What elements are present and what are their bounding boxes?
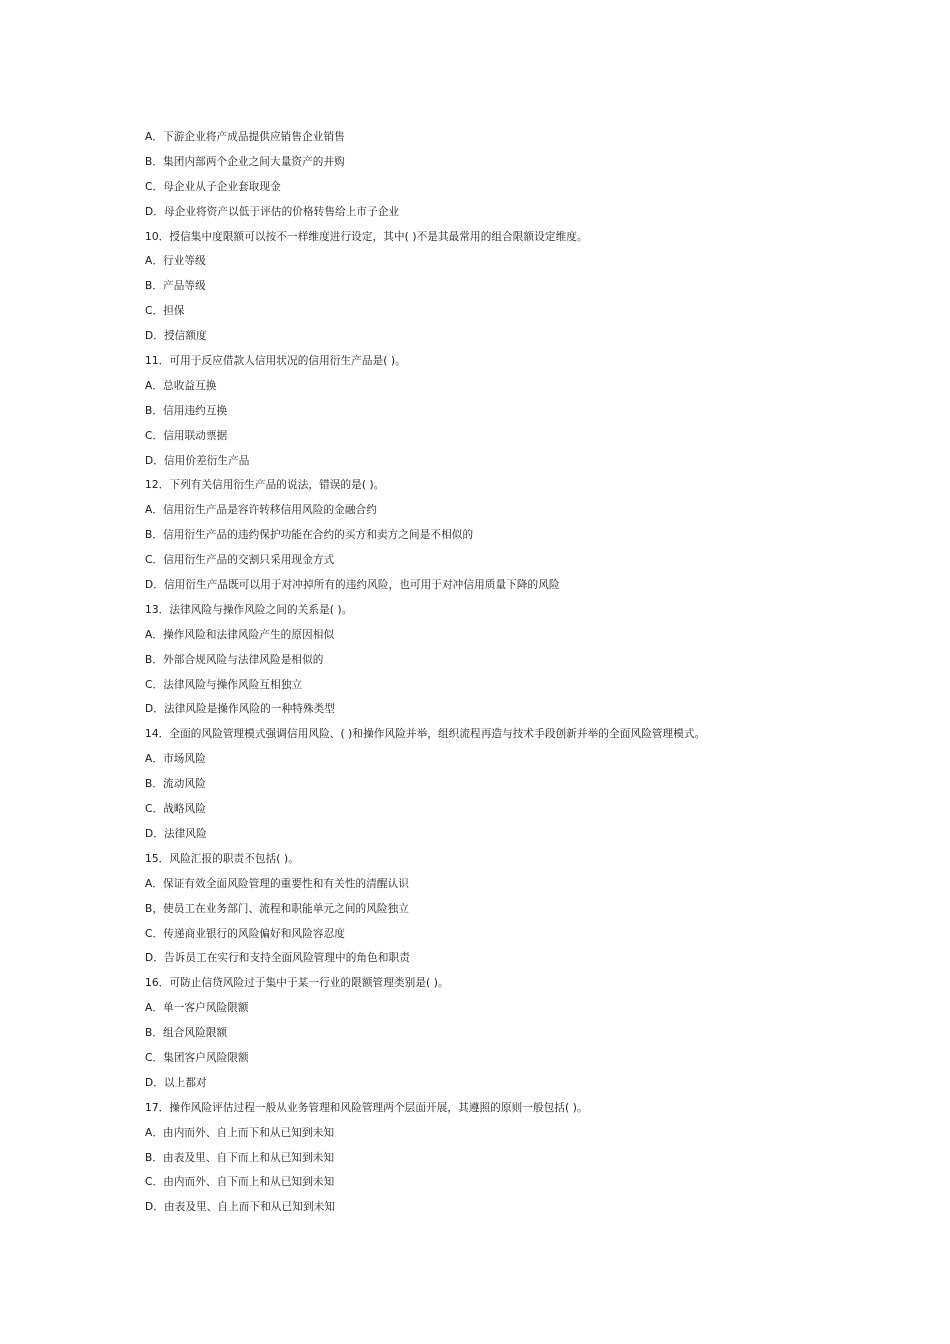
option-line: C．由内而外、自下而上和从已知到未知: [145, 1176, 335, 1189]
question-line: 14．全面的风险管理模式强调信用风险、( )和操作风险并举，组织流程再造与技术手段创新并举的全面风险管理模式。: [145, 728, 706, 741]
option-line: A．信用衍生产品是容许转移信用风险的金融合约: [145, 504, 377, 517]
question-line: 15．风险汇报的职责不包括( )。: [145, 852, 299, 865]
option-line: D．信用衍生产品既可以用于对冲掉所有的违约风险，也可用于对冲信用质量下降的风险: [145, 579, 560, 592]
question-line: 10．授信集中度限额可以按不一样维度进行设定，其中( )不是其最常用的组合限额设定维度。: [145, 230, 588, 243]
option-line: D．信用价差衍生产品: [145, 454, 250, 467]
option-line: D．授信额度: [145, 330, 207, 343]
question-list: [145, 125, 845, 1220]
option-line: A．下游企业将产成品提供应销售企业销售: [145, 131, 345, 143]
option-line: B．信用衍生产品的违约保护功能在合约的买方和卖方之间是不相似的: [145, 529, 474, 542]
option-line: C．法律风险与操作风险互相独立: [145, 678, 303, 691]
option-line: D．母企业将资产以低于评估的价格转售给上市子企业: [145, 205, 400, 218]
option-line: A．总收益互换: [145, 379, 217, 392]
option-line: C．信用联动票据: [145, 429, 228, 442]
option-line: A．保证有效全面风险管理的重要性和有关性的清醒认识: [145, 877, 409, 890]
option-line: B．组合风险限额: [145, 1027, 228, 1040]
question-line: 12．下列有关信用衍生产品的说法，错误的是( )。: [145, 479, 385, 492]
option-line: C．母企业从子企业套取现金: [145, 180, 281, 193]
option-line: A．由内而外、自上而下和从已知到未知: [145, 1126, 335, 1139]
question-line: 13．法律风险与操作风险之间的关系是( )。: [145, 603, 353, 616]
question-line: 17．操作风险评估过程一般从业务管理和风险管理两个层面开展，其遵照的原则一般包括( )。: [145, 1101, 588, 1114]
option-line: D．法律风险是操作风险的一种特殊类型: [145, 703, 336, 716]
option-line: B．流动风险: [145, 778, 206, 791]
question-line: 16．可防止信贷风险过于集中于某一行业的限额管理类别是( )。: [145, 977, 449, 990]
option-line: A．市场风险: [145, 753, 206, 766]
option-line: D．以上都对: [145, 1076, 207, 1089]
option-line: C．担保: [145, 305, 185, 318]
option-line: B．产品等级: [145, 280, 206, 293]
option-line: B．由表及里、自下而上和从已知到未知: [145, 1151, 335, 1164]
option-line: B．集团内部两个企业之间大量资产的并购: [145, 155, 345, 168]
question-line: 11．可用于反应借款人信用状况的信用衍生产品是( )。: [145, 355, 406, 368]
option-line: D．由表及里、自上而下和从已知到未知: [145, 1201, 336, 1214]
option-line: B，使员工在业务部门、流程和职能单元之间的风险独立: [145, 902, 410, 915]
option-line: D．法律风险: [145, 827, 207, 840]
option-line: B．外部合规风险与法律风险是相似的: [145, 653, 324, 666]
option-line: A．行业等级: [145, 255, 206, 268]
option-line: C．集团客户风险限额: [145, 1051, 249, 1064]
option-line: D．告诉员工在实行和支持全面风险管理中的角色和职责: [145, 952, 410, 965]
option-line: C．传递商业银行的风险偏好和风险容忍度: [145, 927, 345, 940]
option-line: B．信用违约互换: [145, 404, 228, 417]
option-line: A．单一客户风险限额: [145, 1002, 249, 1015]
option-line: C．战略风险: [145, 803, 206, 816]
option-line: A．操作风险和法律风险产生的原因相似: [145, 628, 335, 641]
option-line: C．信用衍生产品的交割只采用现金方式: [145, 554, 335, 567]
